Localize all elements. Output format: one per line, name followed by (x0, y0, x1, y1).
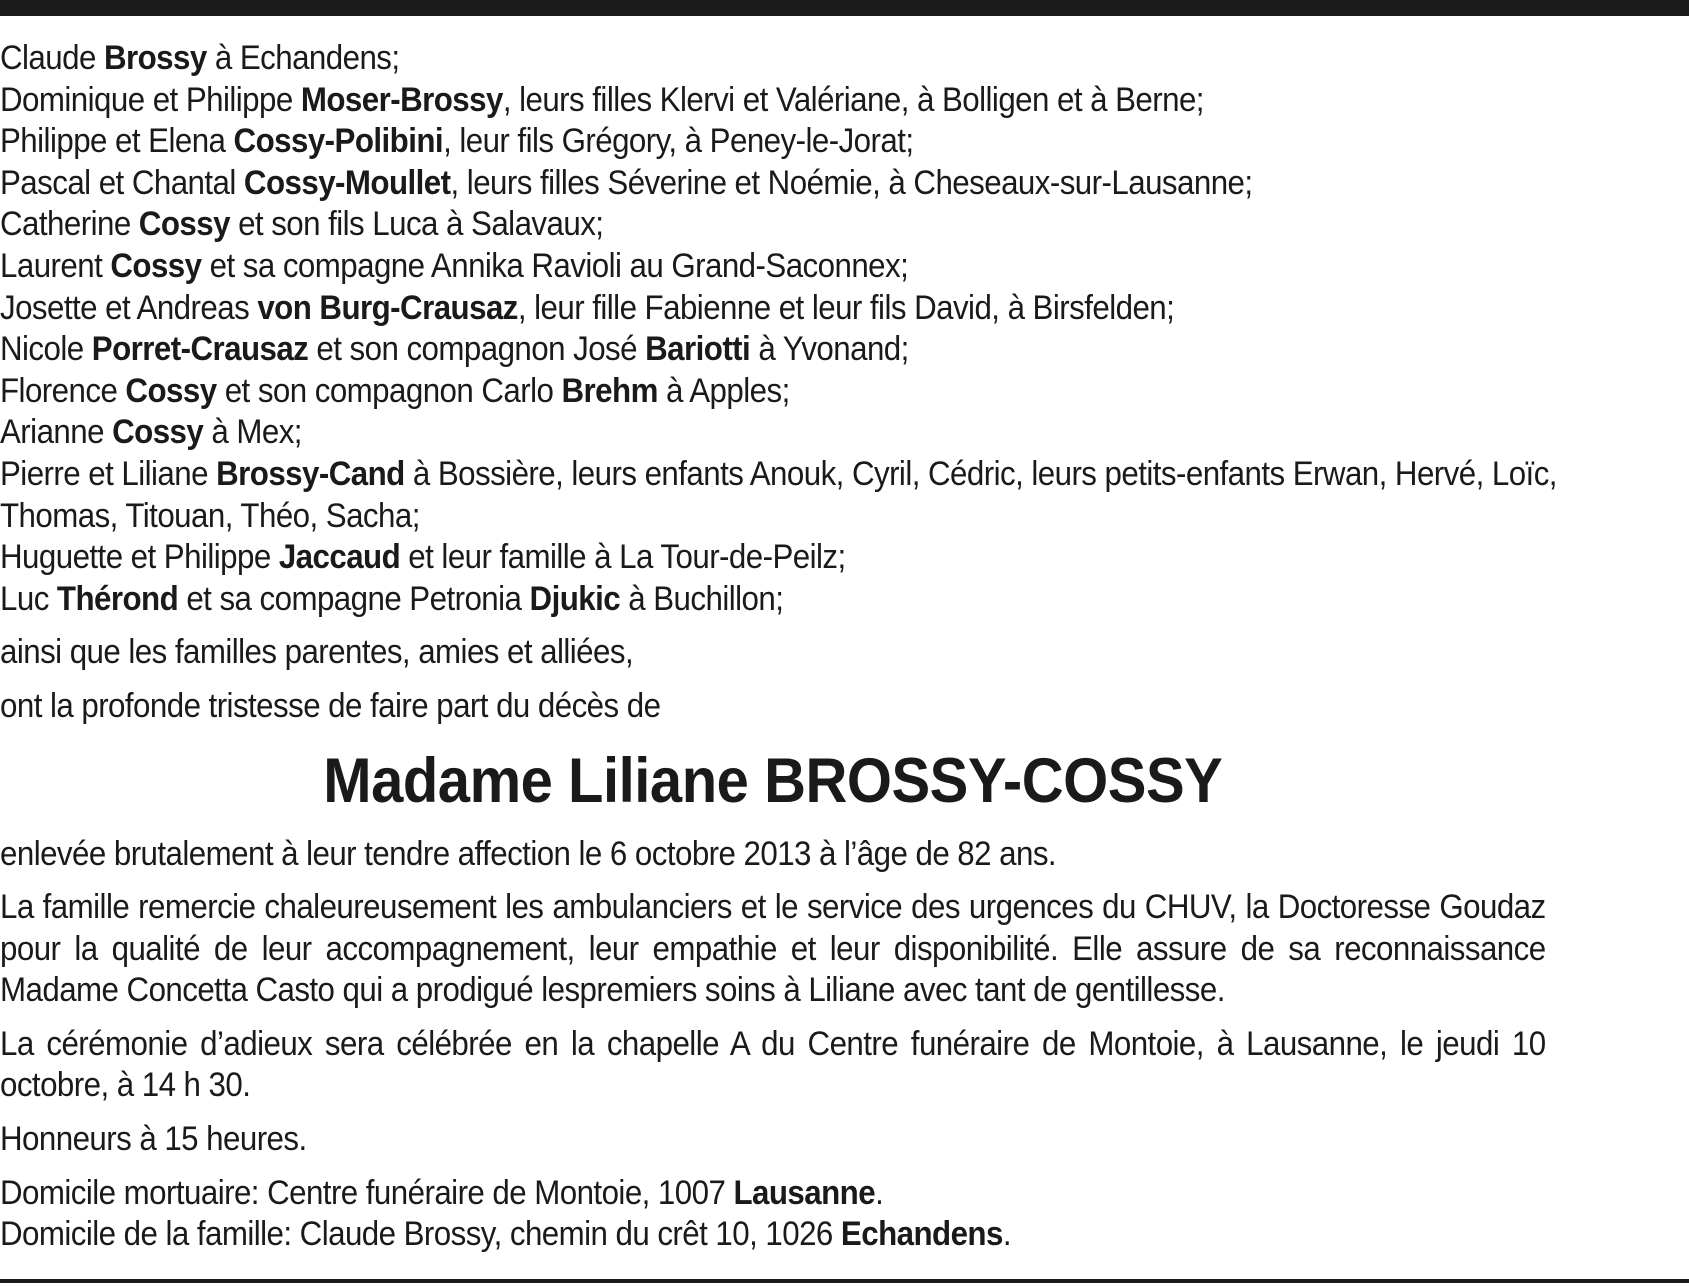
member-surname: Porret-Crausaz (91, 330, 309, 369)
member-details: à Yvonand; (750, 330, 909, 369)
companion-surname: Bariotti (645, 330, 751, 369)
member-surname: Brossy (103, 39, 207, 77)
member-details: , leurs filles Séverine et Noémie, à Cheseaux-sur-Lausanne; (450, 163, 1253, 202)
member-surname: Cossy (112, 413, 204, 452)
member-details: et son fils Luca à Salavaux; (229, 205, 604, 244)
member-names: Nicole (0, 330, 92, 369)
thanks-paragraph: La famille remercie chaleureusement les ambulanciers et le service des urgences du CHUV, la Doctoresse Goudaz pour la qualité de leur accompagnement, leur empathie et leur disponibilité. Elle assure de sa reconnaissance Madame Concetta Casto qui a prodigué lespremiers soins à Liliane avec tant de gentillesse. (0, 888, 1546, 1010)
intro-announcement: ont la profonde tristesse de faire part du décès de (0, 686, 661, 725)
family-line (0, 246, 1546, 288)
family-line (0, 579, 1546, 621)
family-address-end: . (1002, 1215, 1011, 1254)
member-surname: Moser-Brossy (300, 80, 503, 119)
family-address-city: Echandens (840, 1215, 1003, 1254)
member-surname: Cossy (110, 246, 202, 285)
member-names: Florence (0, 371, 126, 410)
member-names: Pascal et Chantal (0, 163, 244, 202)
obituary-notice (0, 38, 1557, 1256)
member-names: Josette et Andreas (0, 288, 258, 327)
member-names: Arianne (0, 413, 113, 452)
companion-surname: Brehm (561, 371, 658, 410)
member-details: et leur famille à La Tour-de-Peilz; (400, 538, 846, 577)
member-companion: et sa compagne Petronia (178, 579, 530, 618)
member-surname: Jaccaud (278, 538, 401, 577)
mortuary-end: . (875, 1173, 884, 1212)
family-address-text: Domicile de la famille: Claude Brossy, chemin du crêt 10, 1026 (0, 1215, 841, 1254)
member-names: Laurent (0, 246, 111, 285)
member-details: , leurs filles Klervi et Valériane, à Bolligen et à Berne; (502, 80, 1204, 119)
member-details: à Bossière, leurs enfants Anouk, Cyril, Cédric, leurs petits-enfants Erwan, Hervé, Loïc, (404, 454, 1557, 493)
family-line (0, 121, 1546, 163)
family-line (0, 537, 1546, 579)
member-surname: Cossy-Moullet (243, 163, 451, 202)
family-line (0, 496, 1546, 538)
family-line (0, 371, 1546, 413)
family-line (0, 329, 1546, 371)
family-line (0, 412, 1546, 454)
mortuary-text: Domicile mortuaire: Centre funéraire de Montoie, 1007 (0, 1173, 734, 1212)
family-address (0, 1214, 1546, 1256)
deceased-name: Madame Liliane BROSSY-COSSY (323, 745, 1223, 816)
member-surname: Cossy (125, 371, 217, 410)
family-line (0, 204, 1546, 246)
member-details: et sa compagne Annika Ravioli au Grand-Saconnex; (201, 246, 909, 285)
mortuary-address (0, 1173, 1546, 1215)
member-surname: Thérond (56, 579, 179, 618)
member-names: Dominique et Philippe (0, 80, 301, 119)
bottom-rule (0, 1279, 1689, 1283)
member-names: Luc (0, 579, 57, 618)
member-surname: Cossy (138, 205, 230, 244)
member-details: à Buchillon; (620, 579, 784, 618)
member-names: Huguette et Philippe (0, 538, 279, 577)
family-line (0, 454, 1557, 496)
member-details: , leur fille Fabienne et leur fils David, à Birsfelden; (517, 288, 1175, 327)
member-details: à Echandens; (206, 39, 400, 77)
family-line (0, 163, 1546, 205)
member-names: Pierre et Liliane (0, 454, 217, 493)
member-details: , leur fils Grégory, à Peney-le-Jorat; (443, 122, 914, 161)
member-names: Claude (0, 39, 104, 77)
member-details: à Mex; (203, 413, 302, 452)
member-surname: von Burg-Crausaz (257, 288, 518, 327)
death-notice: enlevée brutalement à leur tendre affection le 6 octobre 2013 à l’âge de 82 ans. (0, 834, 1057, 873)
family-line (0, 38, 1546, 80)
member-names: Thomas, Titouan, Théo, Sacha; (0, 496, 420, 535)
member-names: Philippe et Elena (0, 122, 234, 161)
member-surname: Cossy-Polibini (233, 122, 444, 161)
intro-relatives: ainsi que les familles parentes, amies et alliées, (0, 633, 634, 672)
ceremony-paragraph: La cérémonie d’adieux sera célébrée en la chapelle A du Centre funéraire de Montoie, à Lausanne, le jeudi 10 octobre, à 14 h 30. (0, 1024, 1546, 1105)
member-details: à Apples; (657, 371, 790, 410)
honours-line: Honneurs à 15 heures. (0, 1120, 307, 1159)
family-line (0, 288, 1546, 330)
member-names: Catherine (0, 205, 139, 244)
top-rule (0, 0, 1689, 16)
member-surname: Brossy-Cand (216, 454, 405, 493)
companion-surname: Djukic (529, 579, 621, 618)
member-companion: et son compagnon José (308, 330, 646, 369)
member-companion: et son compagnon Carlo (216, 371, 562, 410)
family-line (0, 80, 1546, 122)
mortuary-city: Lausanne (733, 1173, 876, 1212)
